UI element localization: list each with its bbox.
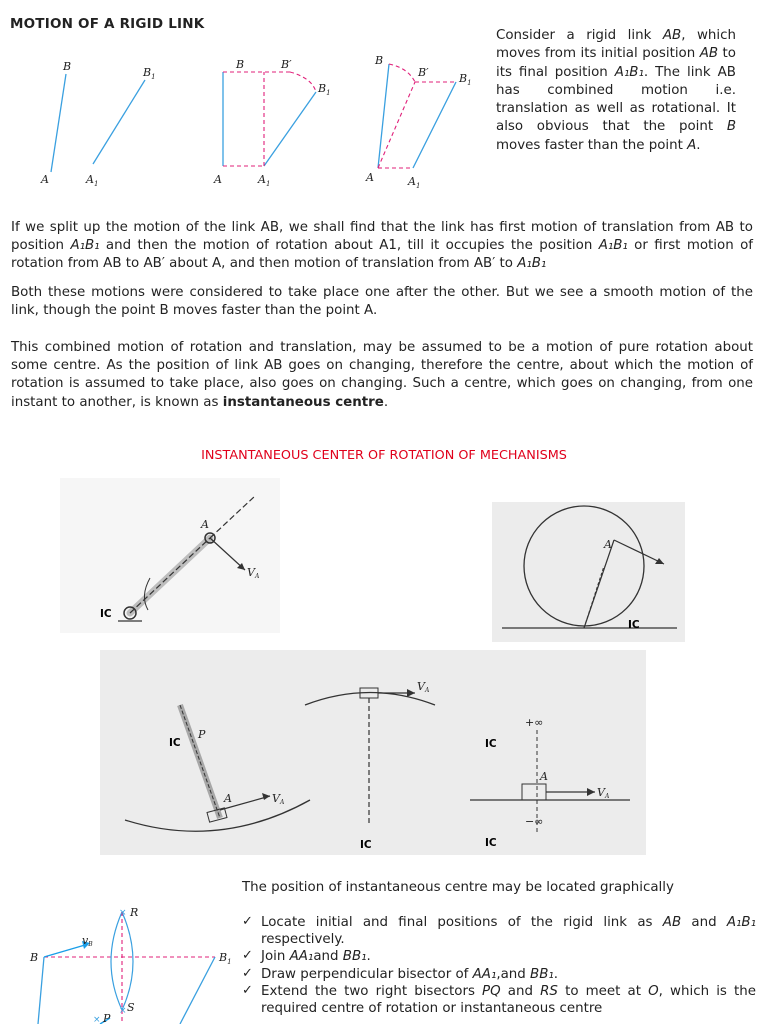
page-title: MOTION OF A RIGID LINK [10,16,205,32]
paragraph-smooth-motion: Both these motions were considered to take place one after the other. But we see a smooth motion of the link, though the point B moves faster than the point A. [11,285,753,319]
x-mark-icon: × [119,908,127,918]
ic-construction-figure [0,900,240,1024]
link-ab [378,64,389,168]
label-b: B [63,60,72,73]
label-ic: IC [628,619,640,631]
intro-paragraph: Consider a rigid link AB, which moves from its initial position AB to its final position A₁B₁. The link AB has combined motion i.e. translation as well as rotational. It also obvious that the point B moves faster than the point A. [496,28,736,153]
label-a: A [214,173,222,186]
x-mark-icon: × [119,1006,127,1016]
label-s: S [127,1001,135,1014]
link-a1b1 [413,82,456,168]
link-a1b1 [93,80,145,164]
section-heading: INSTANTANEOUS CENTER OF ROTATION OF MECHANISMS [201,448,567,463]
label-a: A [540,770,548,783]
label-minus-infinity: −∞ [525,815,544,828]
paragraph-split-motion: If we split up the motion of the link AB, we shall find that the link has first motion of translation from AB to position A₁B₁ and then the motion of rotation about A1, till it occupies the position A₁B₁ or first motion of rotation from AB to AB′ about A, and then motion of translation from AB′ to A₁B₁ [11,220,754,272]
label-p: P [198,728,206,741]
label-b-prime: B′ [281,58,292,71]
x-mark-icon: × [93,1015,101,1024]
label-a1: $A_1$ [86,173,99,188]
label-a: A [366,171,374,184]
construction-line [378,82,415,168]
link-ab [51,74,66,172]
list-item: ✓ Draw perpendicular bisector of AA₁,and BB₁. [242,966,756,983]
label-a: A [201,518,209,531]
list-item: ✓ Locate initial and final positions of the rigid link as AB and A₁B₁ respectively. [242,914,756,948]
mechanisms-ic-figure [100,650,646,855]
rotation-arc [389,64,415,82]
construction-steps-list [242,914,756,1017]
label-b-prime: B′ [418,66,429,79]
paragraph-instantaneous-centre: This combined motion of rotation and translation, may be assumed to be a motion of pure rotation about some centre. As the position of link AB goes on changing, therefore the centre, about which the motion of rotation is assumed to take place, also goes on changing. Such a centre, which goes on changing, from one instant to another, is known as instantaneous centre. [11,340,753,410]
label-b1: $B_1$ [459,72,472,87]
rolling-wheel-ic-figure [492,502,685,642]
label-b1: $B_1$ [219,951,232,966]
label-vb: vB [82,934,93,948]
label-b1: $B_1$ [318,82,331,97]
rotation-arc [290,72,316,92]
rigid-link-motion-figure [0,50,490,195]
label-va: VA [417,680,430,694]
label-p: P [103,1012,111,1024]
label-a: A [41,173,49,186]
label-ic: IC [485,738,497,750]
label-a1: $A_1$ [258,173,271,188]
label-b1: $B_1$ [143,66,156,81]
graphical-method-lead: The position of instantaneous centre may be located graphically [242,880,674,895]
crank-ic-figure [60,478,280,633]
label-ic: IC [360,839,372,851]
list-item: ✓ Join AA₁and BB₁. [242,948,756,965]
label-va: VA [597,786,610,800]
label-a: A [604,538,612,551]
label-a: A [224,792,232,805]
label-b: B [375,54,384,67]
label-b: B [236,58,245,71]
label-ic: IC [485,837,497,849]
label-r: R [130,906,139,919]
label-va: VA [272,792,285,806]
label-va: VA [247,566,260,580]
list-item: ✓ Extend the two right bisectors PQ and RS to meet at O, which is the required centre of rotation or instantaneous centre [242,983,756,1017]
label-ic: IC [100,608,112,620]
label-ic: IC [169,737,181,749]
label-a1: $A_1$ [408,175,421,190]
link-a1b1 [264,92,316,166]
label-b: B [30,951,39,964]
label-plus-infinity: +∞ [525,716,544,729]
